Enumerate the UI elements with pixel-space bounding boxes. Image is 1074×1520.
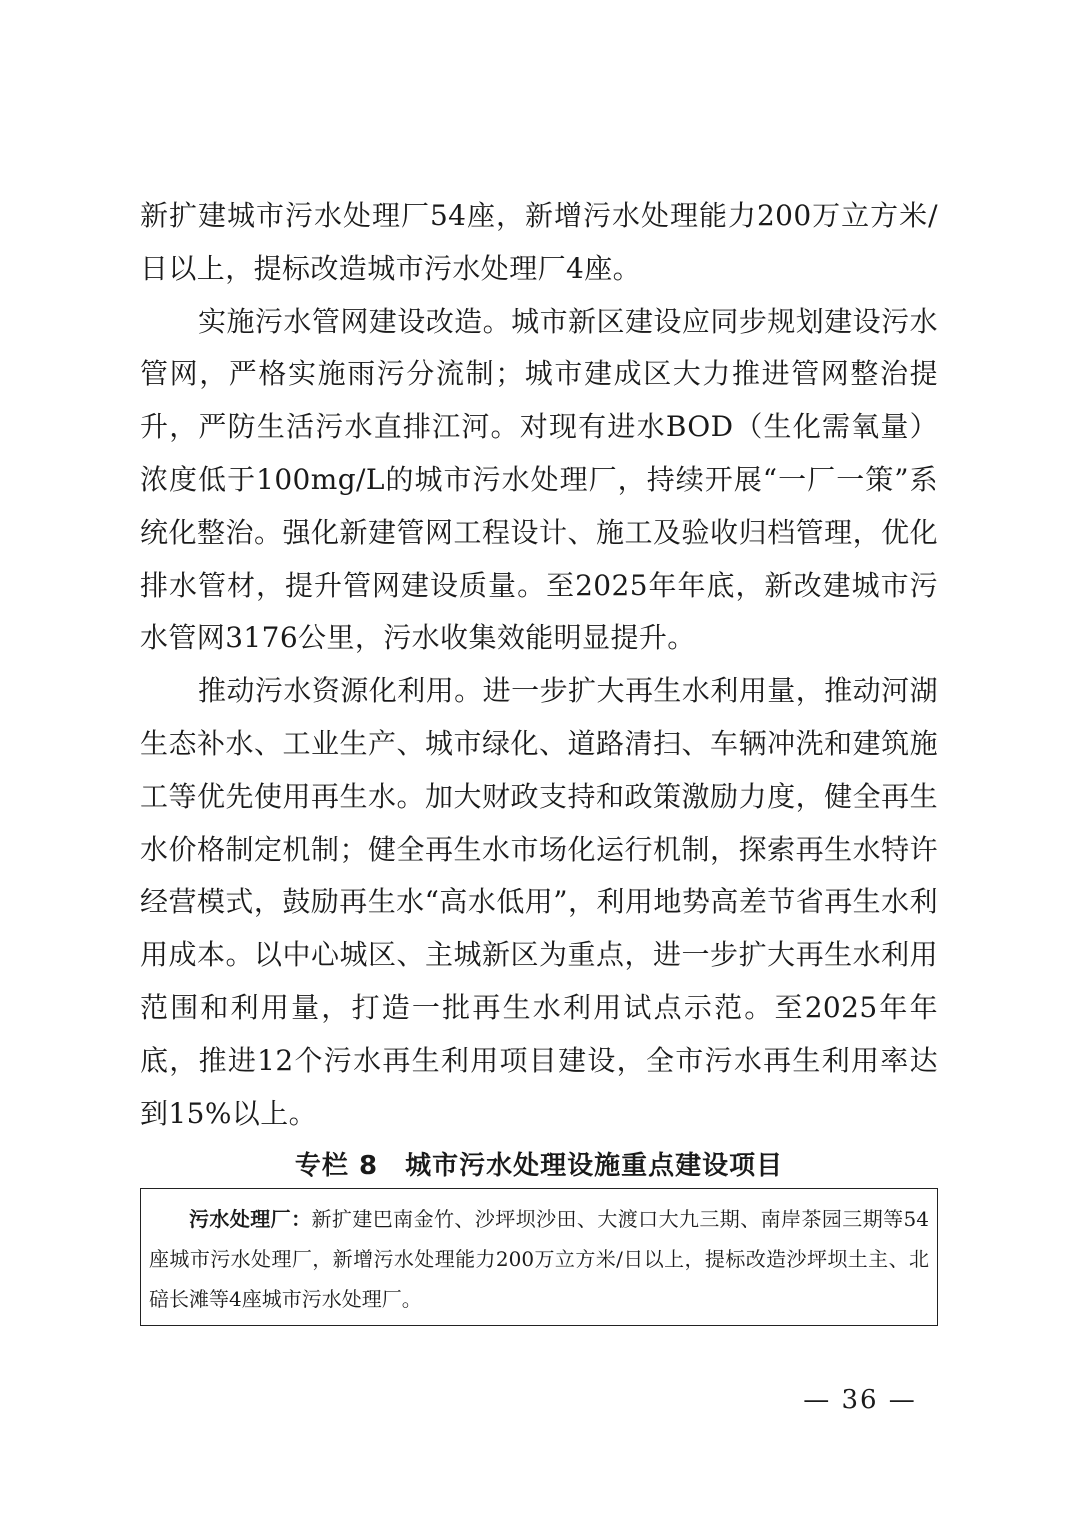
- body-text: [140, 190, 938, 1140]
- column-box: [140, 1188, 938, 1326]
- paragraph-continuation: 新扩建城市污水处理厂54座，新增污水处理能力200万立方米/日以上，提标改造城市污水处理厂4座。: [140, 199, 938, 285]
- paragraph-sewer-network: 实施污水管网建设改造。城市新区建设应同步规划建设污水管网，严格实施雨污分流制；城市建成区大力推进管网整治提升，严防生活污水直排江河。对现有进水BOD（生化需氧量）浓度低于100mg/L的城市污水处理厂，持续开展“一厂一策”系统化整治。强化新建管网工程设计、施工及验收归档管理，优化排水管材，提升管网建设质量。至2025年年底，新改建城市污水管网3176公里，污水收集效能明显提升。: [140, 304, 938, 655]
- paragraph-sewage-reuse: 推动污水资源化利用。进一步扩大再生水利用量，推动河湖生态补水、工业生产、城市绿化、道路清扫、车辆冲洗和建筑施工等优先使用再生水。加大财政支持和政策激励力度，健全再生水价格制定机制；健全再生水市场化运行机制，探索再生水特许经营模式，鼓励再生水“高水低用”，利用地势高差节省再生水利用成本。以中心城区、主城新区为重点，进一步扩大再生水利用范围和利用量，打造一批再生水利用试点示范。至2025年年底，推进12个污水再生利用项目建设，全市污水再生利用率达到15%以上。: [140, 674, 938, 1130]
- column-paragraph: [149, 1199, 929, 1319]
- column-content: 新扩建巴南金竹、沙坪坝沙田、大渡口大九三期、南岸茶园三期等54座城市污水处理厂，新增污水处理能力200万立方米/日以上，提标改造沙坪坝土主、北碚长滩等4座城市污水处理厂。: [149, 1207, 930, 1311]
- page-number: — 36 —: [803, 1385, 917, 1415]
- column-title: 专栏 8 城市污水处理设施重点建设项目: [294, 1151, 784, 1181]
- column-label: 污水处理厂：: [189, 1207, 312, 1231]
